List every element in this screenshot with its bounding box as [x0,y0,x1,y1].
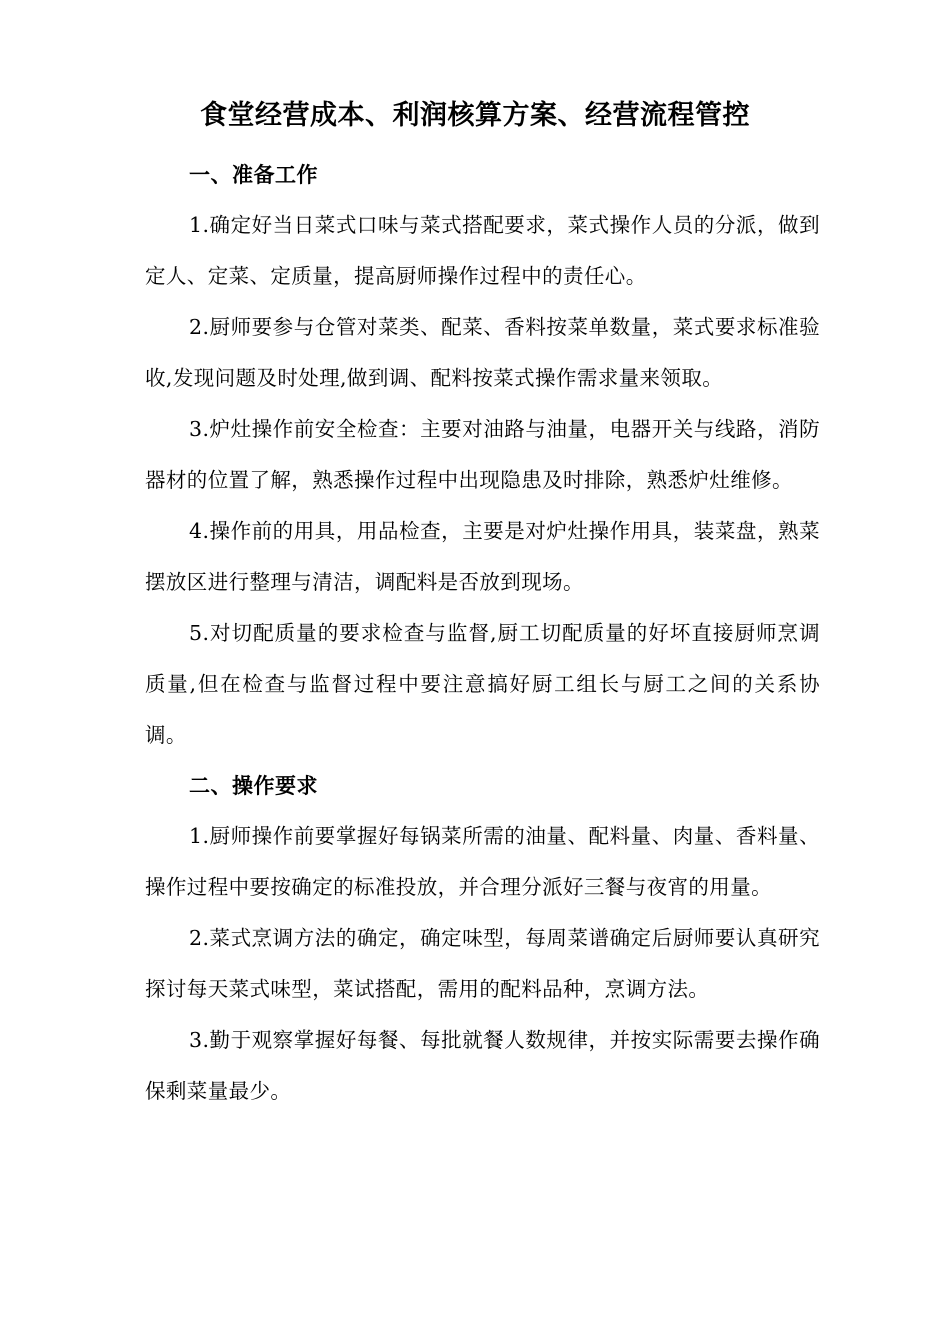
section-heading: 一、准备工作 [189,163,318,187]
section-operation-requirements [145,761,820,1117]
paragraph: 5.对切配质量的要求检查与监督,厨工切配质量的好坏直接厨师烹调质量,但在检查与监督过程中要注意搞好厨工组长与厨工之间的关系协调。 [145,621,820,747]
section-heading: 二、操作要求 [189,774,318,798]
document-body [145,150,820,1117]
paragraph: 2.厨师要参与仓管对菜类、配菜、香料按菜单数量，菜式要求标准验收,发现问题及时处理,做到调、配料按菜式操作需求量来领取。 [145,315,820,390]
paragraph: 1.厨师操作前要掌握好每锅菜所需的油量、配料量、肉量、香料量、操作过程中要按确定的标准投放，并合理分派好三餐与夜宵的用量。 [145,824,820,899]
paragraph: 1.确定好当日菜式口味与菜式搭配要求，菜式操作人员的分派，做到定人、定菜、定质量，提高厨师操作过程中的责任心。 [145,213,820,288]
paragraph: 3.炉灶操作前安全检查：主要对油路与油量，电器开关与线路，消防器材的位置了解，熟悉操作过程中出现隐患及时排除，熟悉炉灶维修。 [145,417,820,492]
paragraph: 2.菜式烹调方法的确定，确定味型，每周菜谱确定后厨师要认真研究探讨每天菜式味型，菜试搭配，需用的配料品种，烹调方法。 [145,926,820,1001]
paragraph: 4.操作前的用具，用品检查，主要是对炉灶操作用具，装菜盘，熟菜摆放区进行整理与清洁，调配料是否放到现场。 [145,519,820,594]
paragraph: 3.勤于观察掌握好每餐、每批就餐人数规律，并按实际需要去操作确保剩菜量最少。 [145,1028,820,1103]
section-preparation [145,150,820,761]
document-title: 食堂经营成本、利润核算方案、经营流程管控 [200,100,750,131]
